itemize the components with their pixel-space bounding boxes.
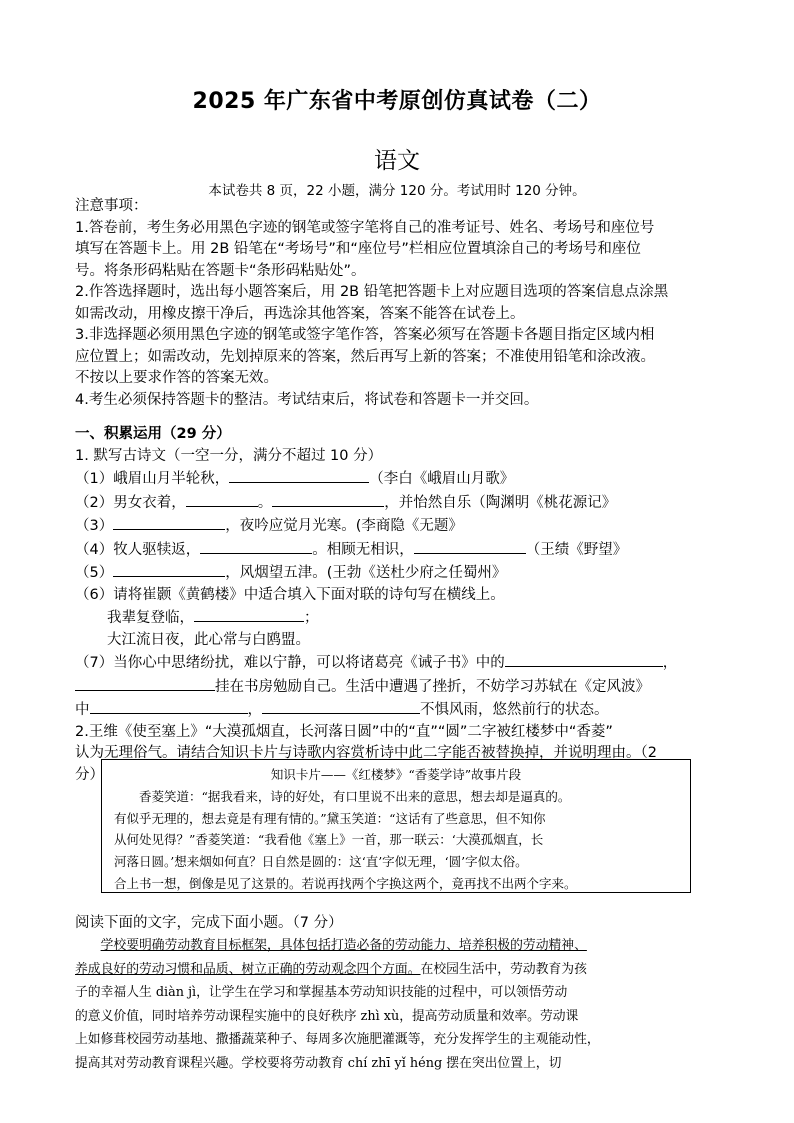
answer-blank[interactable] xyxy=(272,491,384,507)
notice-line: 如需改动，用橡皮擦干净后，再选涂其他答案，答案不能答在试卷上。 xyxy=(75,305,525,322)
section-1 xyxy=(75,424,725,786)
subject-title: 语文 xyxy=(374,148,420,174)
q1-item-4: （4）牧人驱犊返， 。相顾无相识， （王绩《野望》 xyxy=(75,538,725,562)
reading-line: 的意义价值，同时培养劳动课程实施中的良好秩序 zhì xù，提高劳动质量和效率。劳动课 xyxy=(75,1008,579,1024)
q1-item-7-end: 中 ， 不惧风雨，悠然前行的状态。 xyxy=(75,698,725,722)
reading-line: 学校要明确劳动教育目标框架，具体包括打造必备的劳动能力、培养积极的劳动精神、 xyxy=(100,938,587,953)
reading-heading: 阅读下面的文字，完成下面小题。（7 分） xyxy=(75,915,343,931)
notice-line: 应位置上；如需改动，先划掉原来的答案，然后再写上新的答案；不准使用铅笔和涂改液。 xyxy=(75,348,655,365)
card-line: 香菱笑道：“据我看来，诗的好处，有口里说不出来的意思，想去却是逼真的。 xyxy=(139,788,571,804)
answer-blank[interactable] xyxy=(186,491,258,507)
q1-item-3: （3） ，夜吟应觉月光寒。(李商隐《无题》 xyxy=(75,514,725,538)
card-line: 从何处见得？”香菱笑道：“我看他《塞上》一首，那一联云：‘大漠孤烟直，长 xyxy=(114,832,544,848)
reading-line: 养成良好的劳动习惯和品质、树立正确的劳动观念四个方面。在校园生活中，劳动教育为孩 xyxy=(75,961,587,977)
reading-line: 提高其对劳动教育课程兴趣。学校要将劳动教育 chí zhī yǐ héng 摆在突出位置上，切 xyxy=(75,1055,562,1071)
exam-info: 本试卷共 8 页，22 小题，满分 120 分。考试用时 120 分钟。 xyxy=(208,183,586,199)
card-title: 知识卡片——《红楼梦》“香菱学诗”故事片段 xyxy=(270,767,522,782)
notice-line: 不按以上要求作答的答案无效。 xyxy=(75,370,278,386)
question-2-line: 分） xyxy=(75,766,104,783)
question-2-line: 认为无理俗气。请结合知识卡片与诗歌内容赏析诗中此二字能否被替换掉，并说明理由。（2 xyxy=(75,745,657,761)
q1-item-7-cont: 挂在书房勉励自己。生活中遭遇了挫折，不妨学习苏轼在《定风波》 xyxy=(75,675,725,699)
q1-item-2: （2）男女衣着， 。 ，并怡然自乐（陶渊明《桃花源记》 xyxy=(75,491,725,515)
section-heading: 一、积累运用（29 分） xyxy=(75,426,231,442)
answer-blank[interactable] xyxy=(194,606,304,622)
card-line: 河落日圆。’想来烟如何直？日自然是圆的：这‘直’字似无理，‘圆’字似太俗。 xyxy=(114,854,528,870)
notice-block xyxy=(75,196,725,411)
answer-blank[interactable] xyxy=(414,538,526,554)
reading-line: 子的幸福人生 diàn jì，让学生在学习和掌握基本劳动知识技能的过程中，可以领悟劳动 xyxy=(75,985,568,1001)
q1-item-7: （7）当你心中思绪纷扰，难以宁静，可以将诸葛亮《诫子书》中的 ， xyxy=(75,651,725,675)
notice-line: 3.非选择题必须用黑色字迹的钢笔或签字笔作答，答案必须写在答题卡各题目指定区域内相 xyxy=(75,327,655,343)
answer-blank[interactable] xyxy=(200,538,312,554)
question-1-stem: 1. 默写古诗文（一空一分，满分不超过 10 分） xyxy=(75,447,383,464)
q1-item-1: （1）峨眉山月半轮秋， （李白《峨眉山月歌》 xyxy=(75,467,725,491)
card-line: 合上书一想，倒像是见了这景的。若说再找两个字换这两个，竟再找不出两个字来。 xyxy=(114,875,577,891)
notice-line: 号。将条形码粘贴在答题卡“条形码粘贴处”。 xyxy=(75,262,366,279)
reading-passage xyxy=(75,912,725,1076)
notice-line: 填写在答题卡上。用 2B 铅笔在“考场号”和“座位号”栏相应位置填涂自己的考场号和座位 xyxy=(75,241,641,257)
answer-blank[interactable] xyxy=(262,698,420,714)
notice-line: 1.答卷前，考生务必用黑色字迹的钢笔或签字笔将自己的准考证号、姓名、考场号和座位号 xyxy=(75,219,655,236)
notice-line: 4.考生必须保持答题卡的整洁。考试结束后，将试卷和答题卡一并交回。 xyxy=(75,391,539,408)
answer-blank[interactable] xyxy=(75,675,215,691)
knowledge-card xyxy=(101,759,691,893)
couplet-line-2: 大江流日夜，此心常与白鸥盟。 xyxy=(107,631,310,648)
q1-item-5: （5） ，风烟望五津。(王勃《送杜少府之任蜀州》 xyxy=(75,561,725,585)
answer-blank[interactable] xyxy=(90,698,248,714)
card-line: 有似乎无理的，想去竟是有理有情的。”黛玉笑道：“这话有了些意思，但不知你 xyxy=(114,810,546,826)
q1-item-6: （6）请将崔颢《黄鹤楼》中适合填入下面对联的诗句写在横线上。 xyxy=(75,586,505,603)
answer-blank[interactable] xyxy=(505,651,663,667)
answer-blank[interactable] xyxy=(113,561,225,577)
couplet-line-1: 我辈复登临， ； xyxy=(75,606,725,630)
notice-line: 2.作答选择题时，选出每小题答案后，用 2B 铅笔把答题卡上对应题目选项的答案信息点涂黑 xyxy=(75,284,669,300)
question-2-line: 2.王维《使至塞上》“大漠孤烟直，长河落日圆”中的“直”“圆”二字被红楼梦中“香菱” xyxy=(75,723,613,740)
notice-heading: 注意事项： xyxy=(75,198,148,214)
exam-title: 2025 年广东省中考原创仿真试卷（二） xyxy=(192,89,602,114)
answer-blank[interactable] xyxy=(113,514,225,530)
reading-line: 上如修葺校园劳动基地、撒播蔬菜种子、每周多次施肥灌溉等，充分发挥学生的主观能动性， xyxy=(75,1032,600,1048)
answer-blank[interactable] xyxy=(229,467,369,483)
